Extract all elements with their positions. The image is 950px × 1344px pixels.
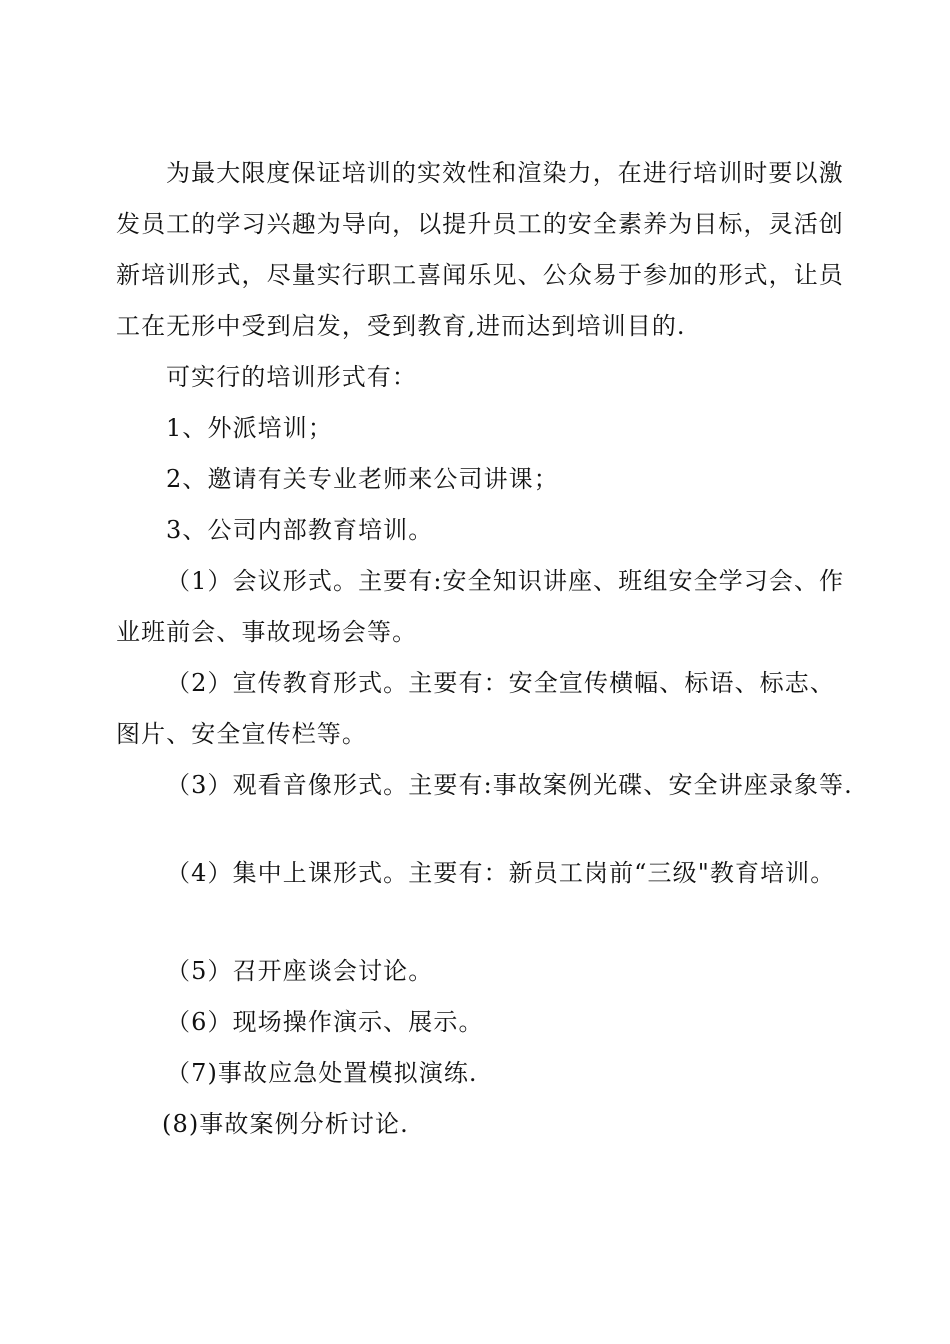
sub-item-7: （7)事故应急处置模拟演练. <box>166 1059 478 1087</box>
sub-item-3: （3）观看音像形式。主要有:事故案例光碟、安全讲座录象等. <box>166 771 853 799</box>
list-item-2: 2、邀请有关专业老师来公司讲课； <box>166 465 559 493</box>
sub-item-4: （4）集中上课形式。主要有：新员工岗前“三级"教育培训。 <box>166 859 836 887</box>
list-item-3: 3、公司内部教育培训。 <box>166 516 434 544</box>
sub-item-6: （6）现场操作演示、展示。 <box>166 1008 484 1036</box>
forms-heading: 可实行的培训形式有： <box>166 363 417 391</box>
sub-item-5: （5）召开座谈会讨论。 <box>166 957 434 985</box>
sub-item-1: （1）会议形式。主要有:安全知识讲座、班组安全学习会、作业班前会、事故现场会等。 <box>116 567 845 646</box>
list-item-1: 1、外派培训； <box>166 414 333 442</box>
intro-paragraph: 为最大限度保证培训的实效性和渲染力，在进行培训时要以激发员工的学习兴趣为导向，以提升员工的安全素养为目标，灵活创新培训形式，尽量实行职工喜闻乐见、公众易于参加的形式，让员工在无形中受到启发，受到教育,进而达到培训目的. <box>116 159 844 340</box>
sub-item-2: （2）宣传教育形式。主要有：安全宣传横幅、标语、标志、图片、安全宣传栏等。 <box>116 669 835 748</box>
sub-item-8: (8)事故案例分析讨论. <box>162 1110 409 1138</box>
